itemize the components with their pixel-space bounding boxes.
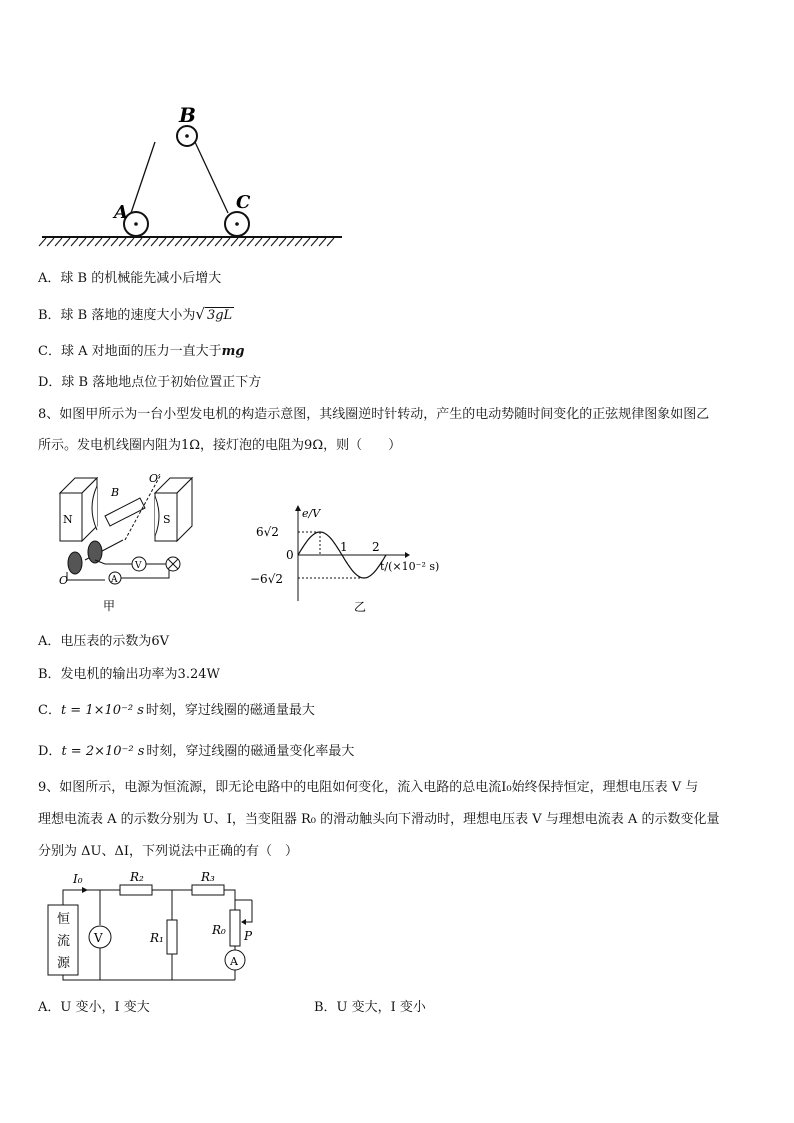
graph-tick-2: 2 bbox=[372, 540, 380, 554]
q9-option-a: A．U 变小，I 变大 bbox=[38, 1000, 150, 1015]
graph-zero: 0 bbox=[286, 548, 294, 562]
q8-option-a: A．电压表的示数为6V bbox=[38, 634, 170, 649]
q9-stem-line3: 分别为 ΔU、ΔI，下列说法中正确的有（ ） bbox=[38, 844, 299, 859]
graph-tick-1: 1 bbox=[340, 540, 348, 554]
label-r2: R₂ bbox=[130, 870, 144, 884]
label-o-bottom: O bbox=[59, 574, 69, 587]
q8-option-d-label: D． bbox=[38, 744, 62, 759]
figure-sine-graph bbox=[250, 503, 460, 615]
label-r3: R₃ bbox=[201, 870, 215, 884]
label-a: A bbox=[114, 202, 128, 223]
label-source-1: 恒 bbox=[57, 912, 71, 927]
label-c: C bbox=[236, 192, 251, 213]
q9-option-b: B．U 变大，I 变小 bbox=[314, 1000, 426, 1015]
figure-circuit bbox=[40, 870, 280, 985]
figure-generator bbox=[45, 468, 195, 616]
q8-stem-line1: 8、如图甲所示为一台小型发电机的构造示意图，其线圈逆时针转动，产生的电动势随时间变化的正弦规律图象如图乙 bbox=[38, 407, 710, 422]
label-r1: R₁ bbox=[150, 931, 164, 945]
q7-option-c-text: C．球 A 对地面的压力一直大于 bbox=[38, 344, 222, 359]
graph-top-value: 6√2 bbox=[256, 525, 279, 539]
q7-option-b: B．球 B 落地的速度大小为√ 3gL bbox=[38, 305, 233, 323]
label-source-2: 流 bbox=[57, 934, 71, 949]
q8-stem-line2: 所示。发电机线圈内阻为1Ω，接灯泡的电阻为9Ω，则（ ） bbox=[38, 438, 402, 453]
graph-xlabel: t/(×10⁻² s) bbox=[380, 560, 440, 573]
q7-option-c-math: mg bbox=[221, 344, 245, 359]
q7-option-d: D．球 B 落地地点位于初始位置正下方 bbox=[38, 375, 262, 390]
label-r0: R₀ bbox=[212, 923, 226, 937]
label-n: N bbox=[63, 513, 73, 526]
label-o-top: O′ bbox=[149, 472, 161, 485]
label-p: P bbox=[244, 929, 253, 943]
label-i0: I₀ bbox=[73, 872, 83, 886]
q8-option-c bbox=[38, 702, 315, 720]
label-b: B bbox=[179, 103, 196, 127]
label-b: B bbox=[111, 486, 120, 499]
graph-bottom-value: −6√2 bbox=[250, 572, 283, 586]
q7-option-a: A．球 B 的机械能先减小后增大 bbox=[38, 271, 222, 286]
label-voltmeter: V bbox=[94, 931, 103, 945]
caption-jia: 甲 bbox=[103, 599, 116, 613]
q9-stem-line1: 9、如图所示，电源为恒流源，即无论电路中的电阻如何变化，流入电路的总电流I₀始终保持恒定，理想电压表 V 与 bbox=[38, 780, 699, 795]
q7-option-b-text: B．球 B 落地的速度大小为 bbox=[38, 308, 196, 323]
figure-q7 bbox=[30, 100, 360, 255]
graph-ylabel: e/V bbox=[302, 507, 321, 520]
label-ammeter: A bbox=[230, 955, 238, 968]
q8-option-d bbox=[38, 743, 354, 761]
q8-option-c-math: t = 1×10⁻² s bbox=[60, 703, 144, 718]
q8-option-d-math: t = 2×10⁻² s bbox=[61, 744, 145, 759]
label-source-3: 源 bbox=[57, 956, 71, 971]
q7-option-c bbox=[38, 343, 244, 361]
q8-option-b: B．发电机的输出功率为3.24W bbox=[38, 667, 220, 682]
q8-option-d-text: 时刻，穿过线圈的磁通量变化率最大 bbox=[146, 744, 355, 759]
q8-option-c-label: C． bbox=[38, 703, 61, 718]
q8-option-c-text: 时刻，穿过线圈的磁通量最大 bbox=[145, 703, 315, 718]
q7-option-b-math: 3gL bbox=[206, 308, 233, 323]
label-ammeter: A bbox=[111, 575, 118, 585]
label-s: S bbox=[163, 513, 171, 526]
label-voltmeter: V bbox=[135, 561, 142, 571]
q9-stem-line2: 理想电流表 A 的示数分别为 U、I，当变阻器 R₀ 的滑动触头向下滑动时，理想电压表 V 与理想电流表 A 的示数变化量 bbox=[38, 812, 720, 827]
caption-yi: 乙 bbox=[354, 600, 367, 614]
